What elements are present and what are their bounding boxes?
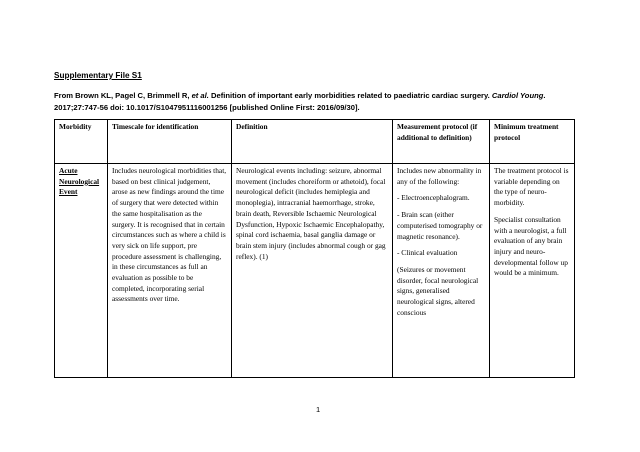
table-header-row xyxy=(55,120,575,164)
citation-details: . 2017;27:747-56 doi: 10.1017/S1047951116001256 [published Online First: 2016/09/30]. xyxy=(54,91,546,112)
page-number: 1 xyxy=(316,405,321,414)
cell-definition: Neurological events including: seizure, abnormal movement (includes choreiform or athetoid), focal neurological deficit (includes hemiplegia and monoplegia), intracranial haemorrhage, stroke, brain death, Reversible Ischaemic Neurological Dysfunction, Hypoxic Ischaemic Encephalopathy, spinal cord ischaemia, basal ganglia damage or brain stem injury (includes abnormal cough or gag reflex). (1) xyxy=(232,164,393,378)
measurement-line: - Clinical evaluation xyxy=(397,248,458,258)
citation-et-al: et al. xyxy=(191,91,209,100)
treatment-line: Specialist consultation with a neurologist, a full evaluation of any brain injury and neuro-developmental follow up would be a minimum. xyxy=(494,214,568,278)
citation-authors: From Brown KL, Pagel C, Brimmell R, xyxy=(54,91,192,100)
cell-measurement xyxy=(393,164,490,378)
header-timescale: Timescale for identification xyxy=(108,120,232,164)
treatment-line: The treatment protocol is variable depending on the type of neuro-morbidity. xyxy=(494,166,569,208)
table-row xyxy=(55,164,575,378)
measurement-line: - Electroencephalogram. xyxy=(397,193,470,203)
measurement-line: Includes new abnormality in any of the following: xyxy=(397,166,482,186)
header-treatment: Minimum treatment protocol xyxy=(490,120,575,164)
citation-title: Definition of important early morbidities related to paediatric cardiac surgery. xyxy=(208,91,492,100)
header-measurement: Measurement protocol (if additional to definition) xyxy=(393,120,490,164)
morbidity-table xyxy=(54,119,575,378)
supplementary-title: Supplementary File S1 xyxy=(54,71,142,80)
header-morbidity: Morbidity xyxy=(55,120,108,164)
cell-morbidity xyxy=(55,164,108,378)
header-definition: Definition xyxy=(232,120,393,164)
citation xyxy=(54,90,586,114)
cell-treatment xyxy=(490,164,575,378)
citation-journal: Cardiol Young xyxy=(491,91,544,100)
measurement-line: (Seizures or movement disorder, focal neurological signs, generalised neurological signs, altered conscious xyxy=(397,264,479,317)
morbidity-name: Acute Neurological Event xyxy=(59,166,100,197)
measurement-line: - Brain scan (either computerised tomography or magnetic resonance). xyxy=(397,210,483,241)
cell-timescale: Includes neurological morbidities that, based on best clinical judgement, arose as new findings around the time of surgery that were detected within the same hospitalisation as the surgery. It is recognised that in certain circumstances such as where a child is very sick on life support, pre procedure assessment is challenging, in these circumstances as full an evaluation as possible to be completed, incorporating serial assessments over time. xyxy=(108,164,232,378)
